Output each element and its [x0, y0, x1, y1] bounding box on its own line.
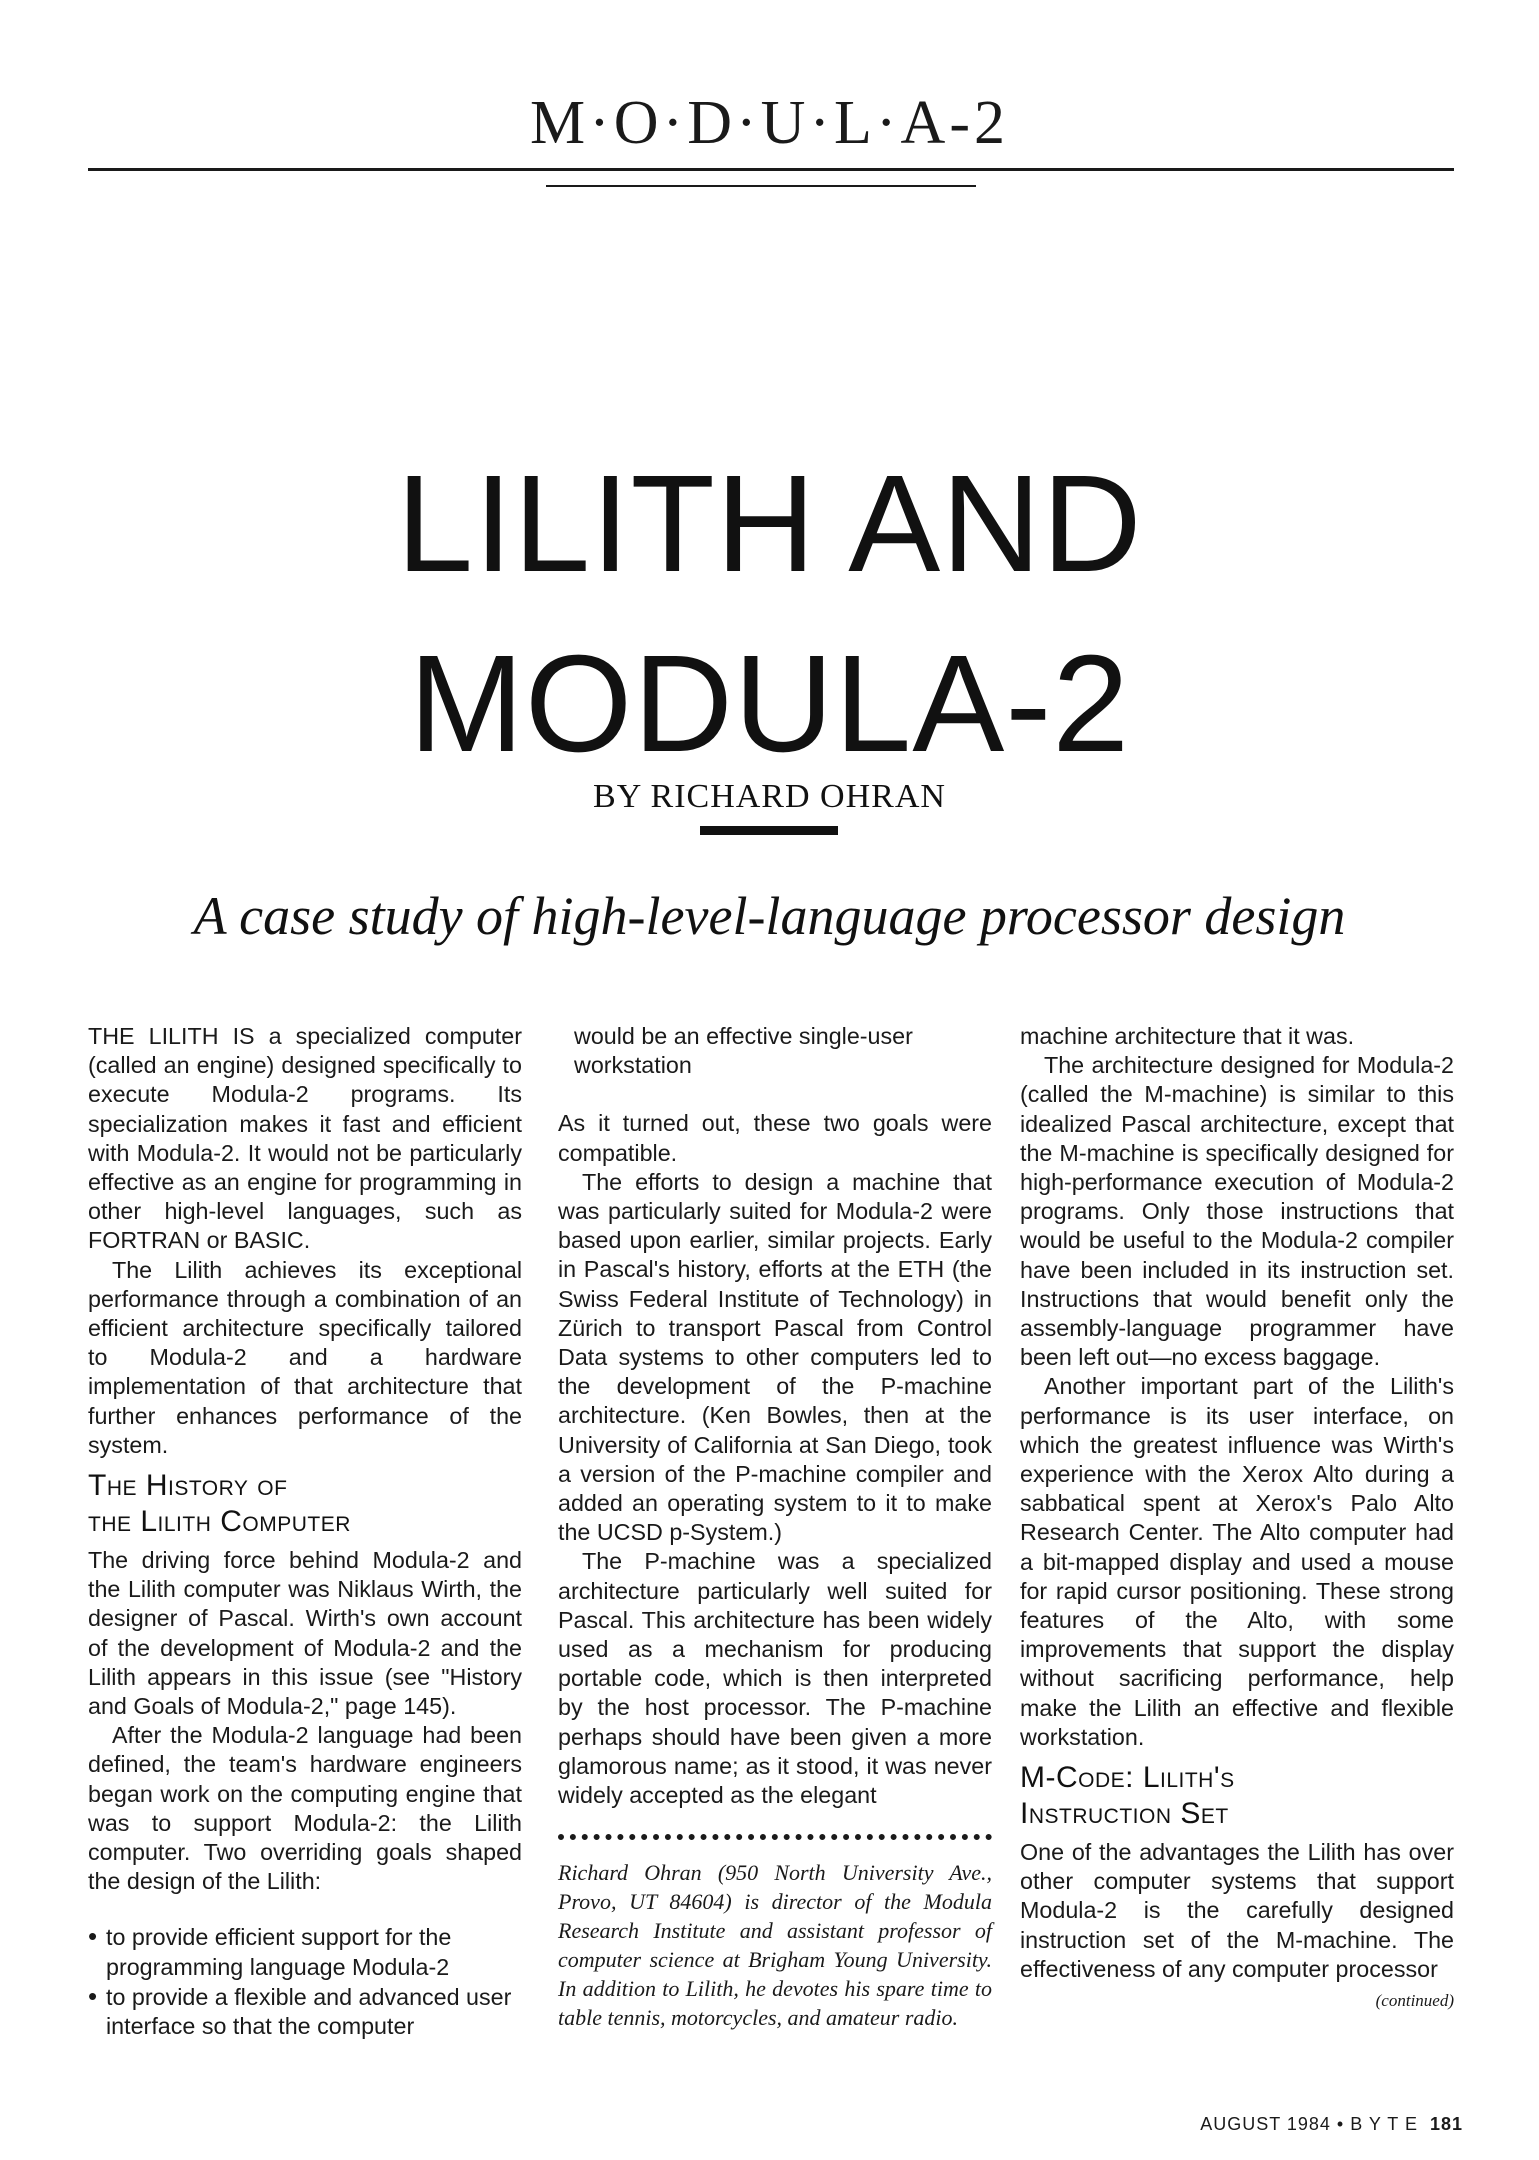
heading-line: M-Code: Lilith's — [1020, 1761, 1235, 1795]
paragraph: The P-machine was a specialized architecture particularly well suited for Pascal. This architecture has been widely used as a mechanism for producing portable code, which is then interpreted by the host processor. The P-machine perhaps should have been given a more glamorous name; as it stood, it was never widely accepted as the elegant — [558, 1548, 992, 1809]
page-number: 181 — [1429, 2114, 1463, 2134]
section-heading-mcode — [1020, 1760, 1454, 1832]
paragraph: As it turned out, these two goals were compatible. — [558, 1110, 992, 1166]
heading-line: Instruction Set — [1020, 1797, 1229, 1831]
paragraph: The architecture designed for Modula-2 (called the M-machine) is similar to this idealized Pascal architecture, except that the M-machine is specifically designed for high-performance execution of Modula-2 programs. Only those instructions that would be useful to the Modula-2 compiler have been included in its instruction set. Instructions that would benefit only the assembly-language programmer have been left out—no excess baggage. — [1020, 1052, 1454, 1371]
byline: BY RICHARD OHRAN — [593, 778, 946, 815]
paragraph: The driving force behind Modula-2 and the Lilith computer was Niklaus Wirth, the designer of Pascal. Wirth's own account of the development of Modula-2 and the Lilith appears in this issue (see "History and Goals of Modula-2," page 145). — [88, 1547, 522, 1720]
column-3 — [1020, 1022, 1454, 2015]
column-1 — [88, 1022, 522, 2041]
paragraph: The Lilith achieves its exceptional performance through a combination of an efficient architecture specifically tailored to Modula-2 and a hardware implementation of that architecture that further enhances performance of the system. — [88, 1256, 522, 1458]
article-subtitle: A case study of high-level-language processor design — [193, 886, 1346, 946]
column-2 — [558, 1022, 992, 2032]
byline-bar — [700, 826, 838, 835]
bullet-icon: • — [88, 1980, 98, 2011]
list-item-text: to provide efficient support for the programming language Modula-2 — [106, 1924, 452, 1980]
list-item — [88, 1922, 522, 1981]
paragraph: would be an effective single-user workstation — [574, 1023, 913, 1079]
section-heading-history — [88, 1468, 522, 1540]
author-bio: Richard Ohran (950 North University Ave., Provo, UT 84604) is director of the Modula Research Institute and assistant professor of computer science at Brigham Young University. In addition to Lilith, he devotes his spare time to table tennis, motorcycles, and amateur radio. — [558, 1860, 992, 2031]
page-footer — [1200, 2114, 1463, 2135]
paragraph: machine architecture that it was. — [1020, 1023, 1355, 1049]
paragraph: THE LILITH IS a specialized computer (called an engine) designed specifically to execute Modula-2 programs. Its specialization makes it fast and efficient with Modula-2. It would not be particularly effective as an engine for programming in other high-level languages, such as FORTRAN or BASIC. — [88, 1023, 522, 1254]
paragraph: One of the advantages the Lilith has over other computer systems that support Modula-2 is the carefully designed instruction set of the M-machine. The effectiveness of any computer processor — [1020, 1839, 1454, 1982]
title-line-1: LILITH AND — [396, 447, 1143, 601]
heading-line: the Lilith Computer — [88, 1505, 351, 1539]
list-item-text: to provide a flexible and advanced user interface so that the computer — [106, 1983, 512, 2040]
article-title — [0, 447, 1539, 815]
issue-label: AUGUST 1984 • B Y T E — [1200, 2114, 1418, 2134]
paragraph: After the Modula-2 language had been defined, the team's hardware engineers began work on the computing engine that was to support Modula-2: the Lilith computer. Two overriding goals shaped the design of the Lilith: — [88, 1722, 522, 1895]
header-rule-thin — [546, 185, 976, 187]
paragraph: The efforts to design a machine that was particularly suited for Modula-2 were based upon earlier, similar projects. Early in Pascal's history, efforts at the ETH (the Swiss Federal Institute of Technology) in Zürich to transport Pascal from Control Data systems to other computers led to the development of the P-machine architecture. (Ken Bowles, then at the University of California at San Diego, took a version of the P-machine compiler and added an operating system to it to make the UCSD p-System.) — [558, 1168, 992, 1546]
paragraph: Another important part of the Lilith's performance is its user interface, on which the greatest influence was Wirth's experience with the Xerox Alto during a sabbatical spent at Xerox's Palo Alto Research Center. The Alto computer had a bit-mapped display and used a mouse for rapid cursor positioning. These strong features of the Alto, with some improvements that support the display without sacrificing performance, help make the Lilith an effective and flexible workstation. — [1020, 1373, 1454, 1750]
section-header: M·O·D·U·L·A-2 — [530, 89, 1009, 157]
heading-line: The History of — [88, 1469, 288, 1503]
goals-list — [88, 1922, 522, 2041]
title-line-2: MODULA-2 — [408, 627, 1131, 781]
list-item — [88, 1982, 522, 2041]
dotted-divider — [558, 1834, 992, 1850]
bullet-icon: • — [88, 1921, 98, 1952]
continued-note: (continued) — [1375, 1991, 1454, 2011]
header-rule-thick — [88, 168, 1454, 171]
